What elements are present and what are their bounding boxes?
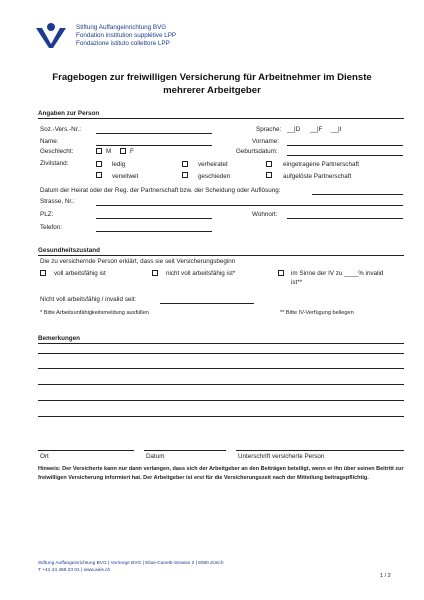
datum-field[interactable] (144, 450, 226, 451)
signature-field[interactable] (236, 450, 404, 451)
aufgeloest-label: aufgelöste Partnerschaft (283, 173, 352, 180)
voll-arbeitsfaehig-label: voll arbeitsfähig ist (54, 270, 106, 277)
nicht-voll-arbeitsfaehig-label: nicht voll arbeitsfähig ist* (166, 270, 236, 277)
name-field[interactable] (96, 145, 212, 146)
invalid-label-cont: ist** (291, 279, 303, 286)
footer-address (38, 560, 224, 574)
remarks-line-4[interactable] (38, 400, 404, 401)
remarks-line-3[interactable] (38, 384, 404, 385)
zivilstand-label: Zivilstand: (40, 160, 69, 167)
eingetragen-checkbox[interactable] (266, 161, 272, 167)
section-person-heading: Angaben zur Person (38, 110, 404, 119)
invalid-label: im Sinne der IV zu ____% invalid (291, 270, 384, 277)
org-name-de: Stiftung Auffangeinrichtung BVG (76, 24, 167, 31)
ort-label: Ort (40, 453, 49, 460)
eingetragen-label: eingetragene Partnerschaft (283, 161, 359, 168)
vorname-field[interactable] (287, 145, 403, 146)
telefon-label: Telefon: (40, 224, 63, 231)
wohnort-label: Wohnort: (252, 211, 278, 218)
geschieden-label: geschieden (198, 173, 231, 180)
verheiratet-label: verheiratet (198, 161, 228, 168)
section-health-heading: Gesundheitszustand (38, 247, 404, 256)
note-iv-verfuegung: ** Bitte IV-Verfügung beilegen (280, 310, 354, 316)
organization-names (76, 24, 176, 48)
verwitwet-label: verwitwet (112, 173, 139, 180)
geschieden-checkbox[interactable] (182, 172, 188, 178)
foundation-logo-icon (36, 22, 66, 48)
voll-arbeitsfaehig-checkbox[interactable] (40, 270, 46, 276)
page-number: 1 / 2 (380, 573, 391, 579)
plz-field[interactable] (96, 218, 212, 219)
health-intro: Die zu versichernde Person erklärt, dass sie seit Versicherungsbeginn (40, 258, 236, 265)
since-label: Nicht voll arbeitsfähig / invalid seit: (40, 296, 137, 303)
section-remarks-heading: Bemerkungen (38, 335, 404, 344)
gender-m-checkbox[interactable] (96, 148, 102, 154)
geschlecht-label: Geschlecht: (40, 148, 74, 155)
nicht-voll-arbeitsfaehig-checkbox[interactable] (152, 270, 158, 276)
ledig-label: ledig (112, 161, 126, 168)
ort-field[interactable] (38, 450, 134, 451)
verwitwet-checkbox[interactable] (96, 172, 102, 178)
remarks-line-2[interactable] (38, 368, 404, 369)
note-arbeitsunfaehigkeit: * Bitte Arbeitsunfähigkeitsmeldung ausfüllen (40, 310, 149, 316)
name-label: Name: (40, 138, 59, 145)
heirat-field[interactable] (312, 194, 403, 195)
org-name-it: Fondazione istituto collettore LPP (76, 40, 170, 47)
verheiratet-checkbox[interactable] (182, 161, 188, 167)
vorname-label: Vorname: (252, 138, 279, 145)
language-f-label: F (318, 126, 323, 133)
since-field[interactable] (160, 303, 254, 304)
language-i-label: I (339, 126, 342, 133)
strasse-label: Strasse, Nr.: (40, 198, 75, 205)
geburtsdatum-field[interactable] (287, 155, 403, 156)
gender-f-label: F (130, 148, 134, 155)
language-f-option[interactable]: __|F (310, 126, 323, 133)
datum-label: Datum (146, 453, 165, 460)
plz-label: PLZ: (40, 211, 54, 218)
footer-line-1: Stiftung Auffangeinrichtung BVG | Vorsorge BVG | Elias-Canetti-Strasse 2 | 8050 Zürich (38, 561, 224, 566)
document-title (30, 72, 394, 97)
invalid-checkbox[interactable] (278, 270, 284, 276)
aufgeloest-checkbox[interactable] (266, 172, 272, 178)
org-name-fr: Fondation institution supplétive LPP (76, 32, 177, 39)
wohnort-field[interactable] (287, 218, 403, 219)
remarks-line-5[interactable] (38, 416, 404, 417)
sprache-label: Sprache: (256, 126, 282, 133)
remarks-line-1[interactable] (38, 353, 404, 354)
title-line-1: Fragebogen zur freiwilligen Versicherung für Arbeitnehmer im Dienste (52, 72, 372, 83)
telefon-field[interactable] (96, 231, 212, 232)
geburtsdatum-label: Geburtsdatum: (236, 148, 278, 155)
language-d-label: D (295, 126, 301, 133)
heirat-label: Datum der Heirat oder der Reg. der Partnerschaft bzw. der Scheidung oder Auflösung: (40, 187, 281, 194)
gender-f-checkbox[interactable] (120, 148, 126, 154)
signature-label: Unterschrift versicherte Person (238, 453, 325, 460)
strasse-field[interactable] (96, 205, 403, 206)
language-d-option[interactable]: __|D (287, 126, 301, 133)
gender-m-label: M (106, 148, 112, 155)
sozvers-field[interactable] (96, 133, 212, 134)
language-i-option[interactable]: __|I (331, 126, 342, 133)
footer-line-2: T +41 44 468 23 01 | www.aeis.ch (38, 568, 111, 573)
sozvers-label: Soz.-Vers.-Nr.: (40, 126, 81, 133)
hint-text: Hinweis: Der Versicherte kann nur dann verlangen, dass sich der Arbeitgeber an den Beiträgen beteiligt, wenn er ihn über seinen Beitritt zur freiwilligen Versicherung informiert hat. Der Arbeitgeber ist erst für die Versicherungszeit nach der Mitteilung beitragspflichtig. (38, 466, 404, 481)
ledig-checkbox[interactable] (96, 161, 102, 167)
title-line-2: mehrerer Arbeitgeber (163, 84, 261, 96)
